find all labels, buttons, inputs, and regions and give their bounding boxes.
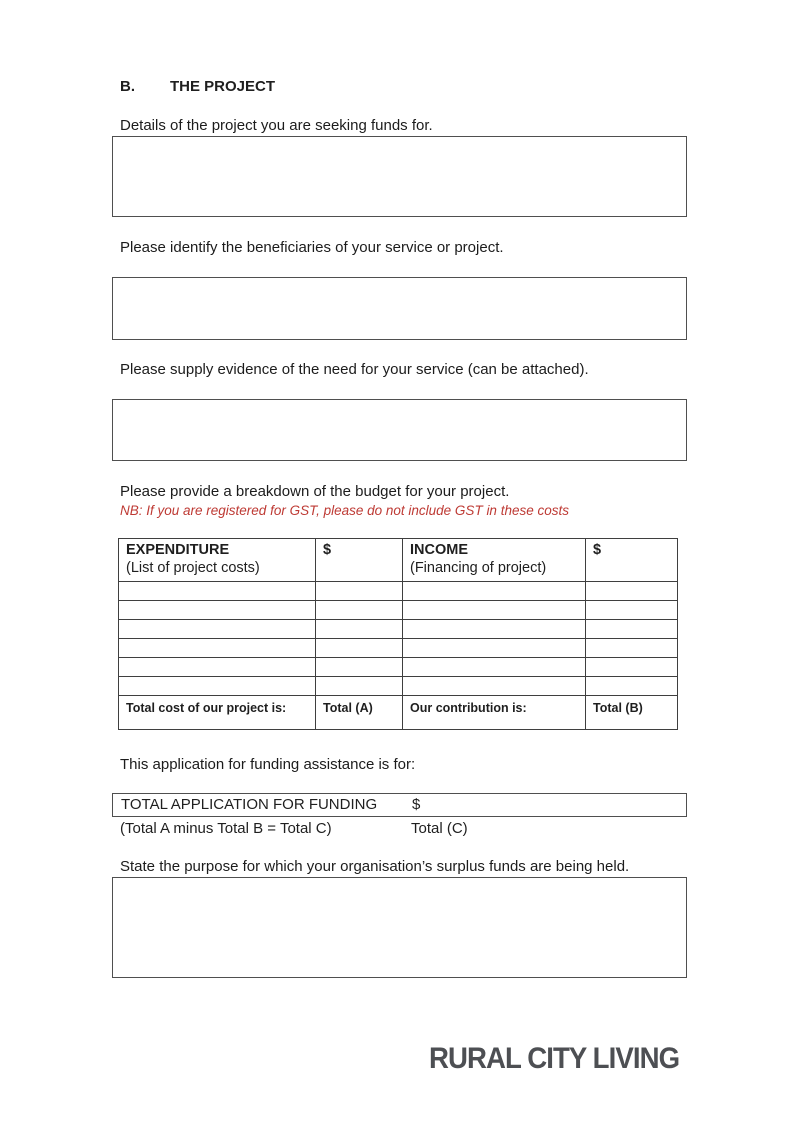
total-b-cell[interactable]: Total (B) (586, 696, 678, 730)
budget-empty-row (119, 639, 678, 658)
budget-empty-cell[interactable] (403, 601, 586, 620)
income-subtitle: (Financing of project) (410, 560, 547, 576)
total-a-cell[interactable]: Total (A) (316, 696, 403, 730)
our-contribution-label: Our contribution is: (403, 696, 586, 730)
budget-empty-cell[interactable] (403, 582, 586, 601)
budget-empty-cell[interactable] (119, 582, 316, 601)
budget-empty-cell[interactable] (586, 601, 678, 620)
question-label-evidence: Please supply evidence of the need for your service (can be attached). (120, 361, 589, 378)
budget-empty-cell[interactable] (119, 601, 316, 620)
budget-label: Please provide a breakdown of the budget for your project. (120, 483, 510, 500)
budget-empty-cell[interactable] (316, 658, 403, 677)
budget-empty-cell[interactable] (403, 620, 586, 639)
total-cost-label: Total cost of our project is: (119, 696, 316, 730)
section-heading (120, 78, 275, 95)
budget-empty-cell[interactable] (119, 677, 316, 696)
budget-empty-row (119, 582, 678, 601)
budget-header-expenditure (119, 539, 316, 582)
budget-empty-cell[interactable] (586, 677, 678, 696)
budget-empty-cell[interactable] (119, 639, 316, 658)
budget-empty-row (119, 620, 678, 639)
budget-empty-cell[interactable] (403, 677, 586, 696)
budget-table-wrap (118, 538, 678, 730)
question-label-beneficiaries: Please identify the beneficiaries of your service or project. (120, 239, 504, 256)
question-label-details: Details of the project you are seeking funds for. (120, 117, 433, 134)
surplus-label: State the purpose for which your organisation’s surplus funds are being held. (120, 858, 630, 875)
answer-box-details[interactable] (112, 136, 687, 217)
budget-empty-cell[interactable] (403, 639, 586, 658)
budget-empty-cell[interactable] (586, 620, 678, 639)
budget-table (118, 538, 678, 730)
budget-header-income-amount (586, 539, 678, 582)
budget-total-row (119, 696, 678, 730)
budget-empty-cell[interactable] (586, 639, 678, 658)
budget-empty-cell[interactable] (119, 620, 316, 639)
budget-empty-cell[interactable] (586, 582, 678, 601)
income-title: INCOME (410, 542, 468, 558)
total-application-subrow (112, 820, 685, 838)
budget-empty-cell[interactable] (316, 582, 403, 601)
funding-intro-label: This application for funding assistance is for: (120, 756, 416, 773)
answer-box-beneficiaries[interactable] (112, 277, 687, 340)
income-dollar-sign: $ (593, 542, 602, 558)
budget-empty-rows (119, 582, 678, 696)
budget-empty-cell[interactable] (119, 658, 316, 677)
total-application-box[interactable] (112, 793, 687, 817)
budget-empty-cell[interactable] (316, 620, 403, 639)
expenditure-dollar-sign: $ (323, 542, 332, 558)
budget-empty-cell[interactable] (316, 601, 403, 620)
budget-header-row (119, 539, 678, 582)
gst-note: NB: If you are registered for GST, please do not include GST in these costs (120, 503, 569, 518)
expenditure-subtitle: (List of project costs) (126, 560, 260, 576)
answer-box-surplus[interactable] (112, 877, 687, 978)
budget-empty-row (119, 658, 678, 677)
rural-city-living-logo: RURAL CITY LIVING (429, 1042, 680, 1075)
total-formula-label: (Total A minus Total B = Total C) (120, 820, 332, 837)
budget-empty-cell[interactable] (403, 658, 586, 677)
answer-box-evidence[interactable] (112, 399, 687, 461)
budget-header-income (403, 539, 586, 582)
budget-empty-row (119, 677, 678, 696)
expenditure-title: EXPENDITURE (126, 542, 230, 558)
total-application-label: TOTAL APPLICATION FOR FUNDING (121, 796, 378, 813)
budget-header-expenditure-amount (316, 539, 403, 582)
total-application-dollar-sign: $ (412, 796, 421, 813)
budget-empty-cell[interactable] (586, 658, 678, 677)
total-c-label: Total (C) (411, 820, 468, 837)
section-title: THE PROJECT (170, 78, 276, 95)
budget-empty-cell[interactable] (316, 639, 403, 658)
budget-empty-row (119, 601, 678, 620)
budget-empty-cell[interactable] (316, 677, 403, 696)
section-letter: B. (120, 78, 135, 95)
